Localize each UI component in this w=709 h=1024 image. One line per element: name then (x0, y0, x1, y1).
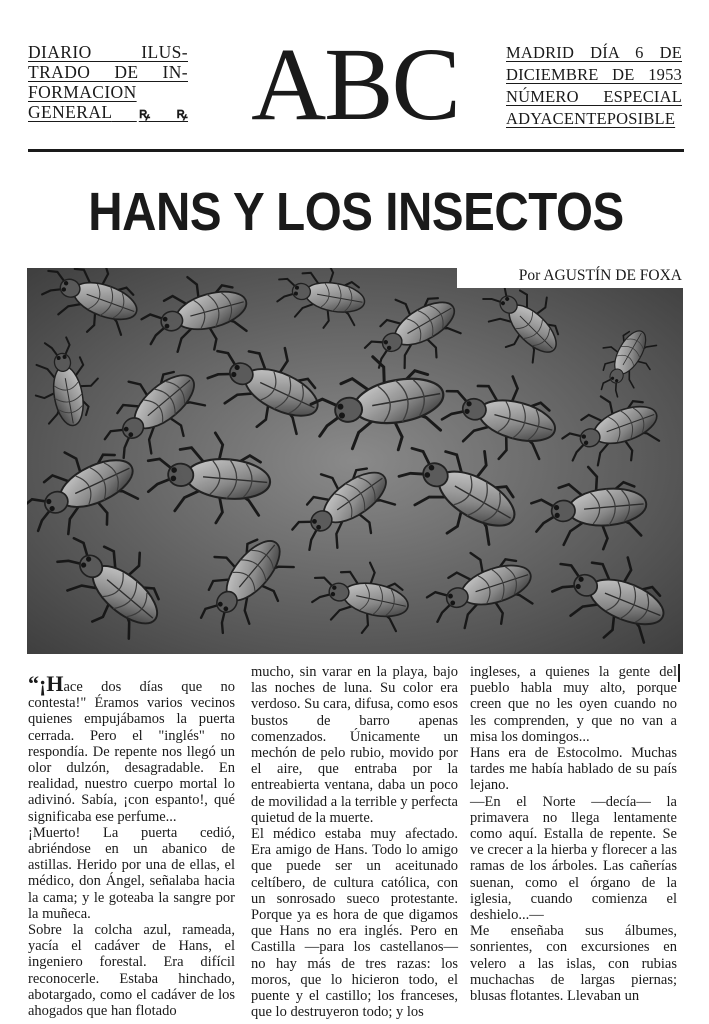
article-headline: HANS Y LOS INSECTOS (88, 182, 624, 242)
dropcap-letter: H (46, 671, 64, 696)
column-marker (678, 664, 680, 682)
article-column-1 (28, 671, 235, 1020)
article-paragraph (28, 671, 235, 825)
article-paragraph: Me enseñaba sus álbumes, sonrientes, con excursiones en velero a las islas, con rubias muchachas de largas piernas; blusas flotantes. Llevaban un (470, 923, 677, 1005)
dropcap-quote: “ (28, 671, 39, 696)
article-paragraph: El médico estaba muy afectado. Era amigo de Hans. Todo lo amigo que puede ser un aceitunado celtíbero, de cultura católica, con un sonrosado sueco protestante. Porque ya es hora de que digamos que Hans no era inglés. Pero en Castilla —para los castellanos— no hay más de tres razas: los moros, que lo hicieron todo, el puente y el castillo; los franceses, que lo destruyeron todo; y los (251, 826, 458, 1021)
dateline-line: ADYACENTEPOSIBLE (506, 109, 676, 128)
paragraph-text: ace dos días que no contesta!" Éramos varios vecinos quienes empujábamos la puerta cerrada. Pero el "inglés" no respondía. De repente nos llegó un olor dulzón, desagradable. En realidad, nuestro cuerpo mortal lo adivinó. Sabía, ¡con espanto!, qué significaba ese perfume... (28, 679, 235, 825)
dateline-line: MADRID DÍA 6 DE (506, 43, 682, 62)
masthead-subtitle-word: GENERAL (28, 102, 112, 122)
masthead-ornament-icon: ꝶ ꝶ (138, 104, 189, 122)
masthead-dateline (506, 42, 682, 130)
article-paragraph: mucho, sin varar en la playa, bajo las noches de luna. Su color era verdoso. Su cara, difusa, como esos bustos de barro apenas comenzados. Únicamente un mechón de pelo rubio, movido por el aire, que entraba por la entreabierta ventana, daba un poco de movilidad a la terrible y perfecta quietud de la muerte. (251, 664, 458, 826)
masthead-subtitle-line (28, 102, 188, 123)
article-paragraph: —En el Norte —decía— la primavera no llega lentamente como aquí. Estalla de repente. Se ve crecer a la hierba y florecer a las ramas de los árboles. Las cañerías suenan, como el órgano de la iglesia, cuando comienza el deshielo...— (470, 793, 677, 924)
dateline-line: DICIEMBRE DE 1953 (506, 65, 682, 84)
article-column-3 (470, 664, 677, 1004)
article-paragraph: Hans era de Estocolmo. Muchas tardes me había hablado de su país lejano. (470, 745, 677, 794)
masthead-subtitle-line: FORMACION (28, 82, 137, 102)
insects-illustration (27, 268, 683, 654)
article-byline: Por AGUSTÍN DE FOXA (518, 267, 682, 284)
newspaper-logo: ABC (251, 27, 459, 142)
dropcap-exclamation: ¡ (39, 671, 47, 696)
dateline-line: NÚMERO ESPECIAL (506, 87, 682, 106)
article-paragraph: ¡Muerto! La puerta cedió, abriéndose en un abanico de astillas. Herido por una de ellas, el médico, don Ángel, señalaba hacia la cama; y le goteaba la sangre por la muñeca. (28, 824, 235, 922)
masthead-subtitle-line: DIARIO ILUS- (28, 42, 188, 62)
masthead-divider (28, 149, 684, 152)
article-paragraph: Sobre la colcha azul, rameada, yacía el cadáver de Hans, el ingeniero forestal. Era difícil reconocerle. Estaba hinchado, abotargado, como el cadáver de los ahogados que han flotado (28, 922, 235, 1020)
article-column-2 (251, 664, 458, 1020)
insects-illustration-icon (27, 268, 683, 654)
masthead-subtitle (28, 42, 188, 123)
masthead-subtitle-line: TRADO DE IN- (28, 62, 188, 82)
article-paragraph: ingleses, a quienes la gente del pueblo habla muy alto, porque creen que no les oyen cuando no les comprenden, y que no van a misa los domingos... (470, 664, 677, 745)
